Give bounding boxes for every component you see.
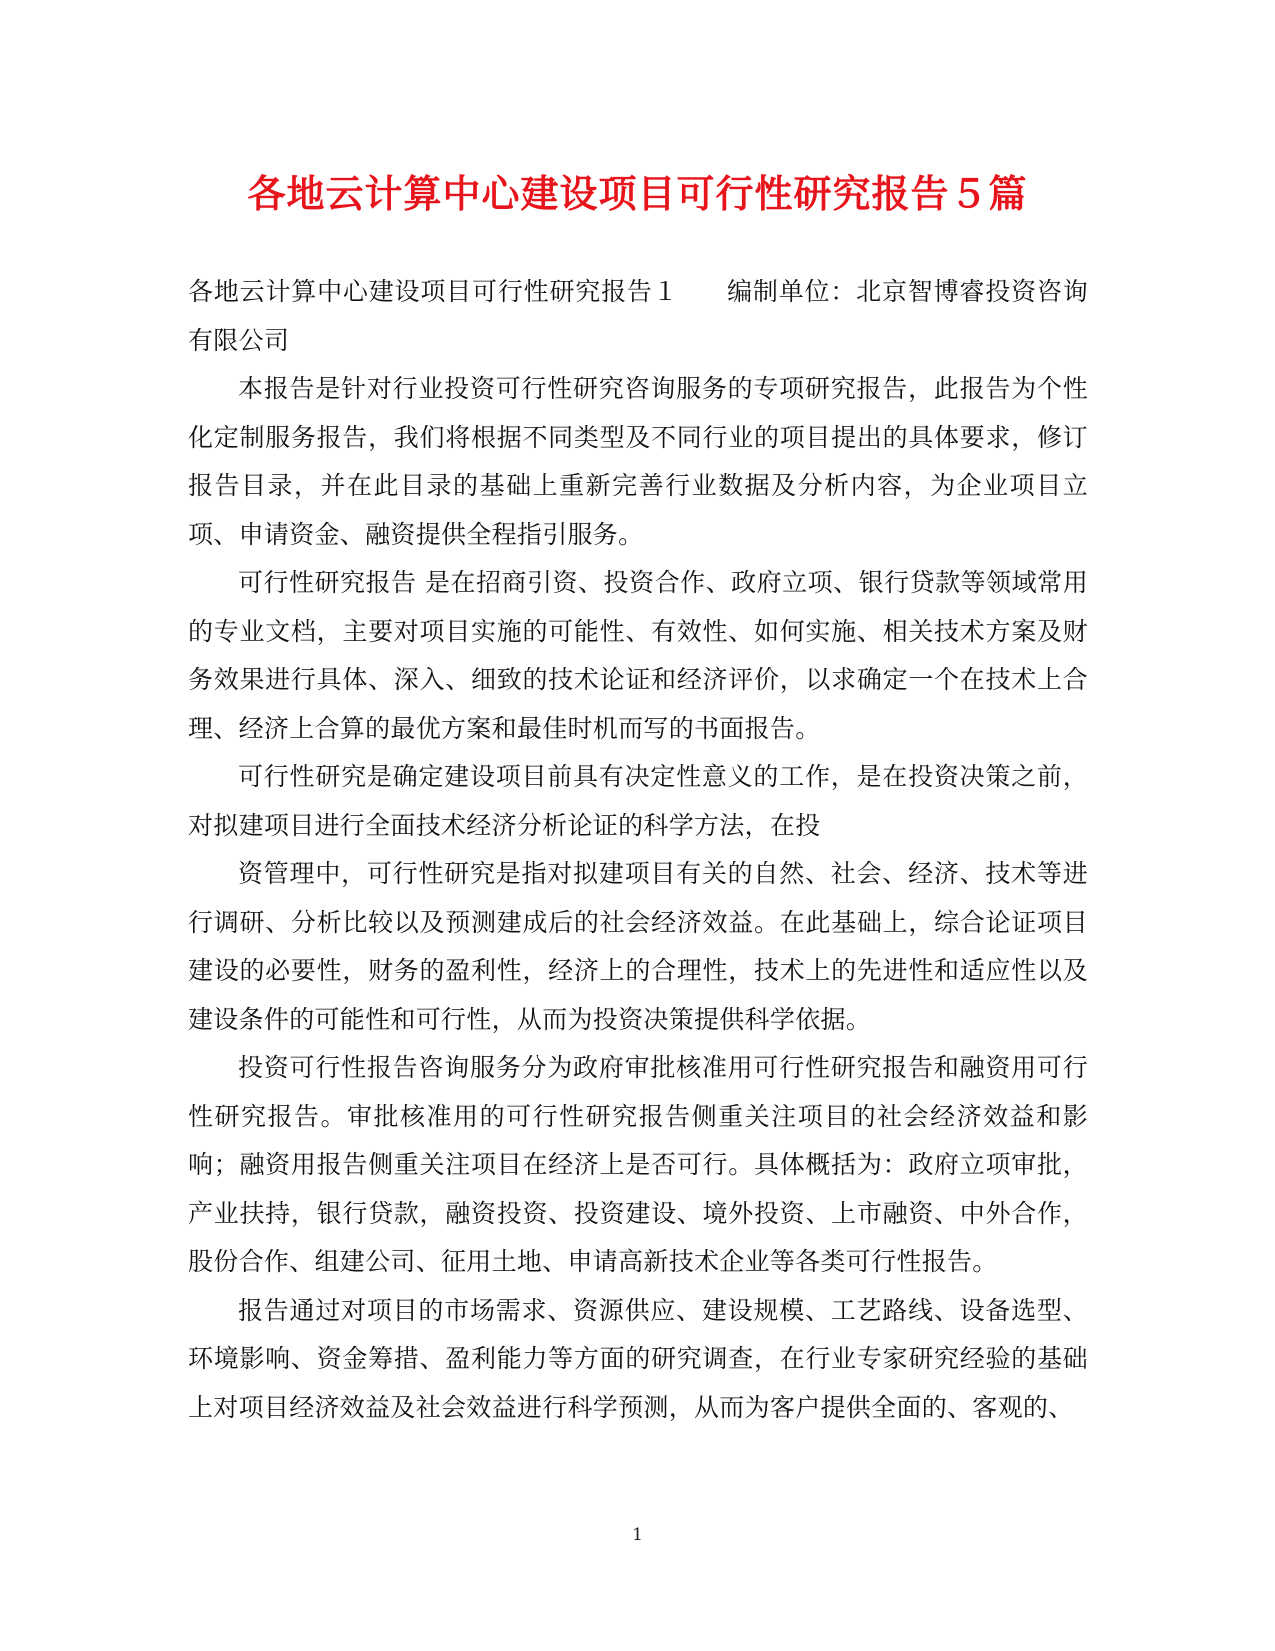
paragraph: 报告通过对项目的市场需求、资源供应、建设规模、工艺路线、设备选型、环境影响、资金筹措、盈利能力等方面的研究调查，在行业专家研究经验的基础上对项目经济效益及社会效益进行科学预测，从而为客户提供全面的、客观的、 xyxy=(188,1295,1088,1422)
heading-paragraph xyxy=(188,268,1088,365)
page-title: 各地云计算中心建设项目可行性研究报告５篇 xyxy=(247,171,1028,216)
compiler-unit: 编制单位：北京智博睿投资咨询有限公司 xyxy=(188,277,1088,355)
paragraph: 可行性研究报告 是在招商引资、投资合作、政府立项、银行贷款等领域常用的专业文档，主要对项目实施的可能性、有效性、如何实施、相关技术方案及财务效果进行具体、深入、细致的技术论证和经济评价，以求确定一个在技术上合理、经济上合算的最优方案和最佳时机而写的书面报告。 xyxy=(188,568,1088,743)
report-name: 各地云计算中心建设项目可行性研究报告１ xyxy=(188,277,679,306)
paragraph: 投资可行性报告咨询服务分为政府审批核准用可行性研究报告和融资用可行性研究报告。审批核准用的可行性研究报告侧重关注项目的社会经济效益和影响；融资用报告侧重关注项目在经济上是否可行。具体概括为：政府立项审批，产业扶持，银行贷款，融资投资、投资建设、境外投资、上市融资、中外合作，股份合作、组建公司、征用土地、申请高新技术企业等各类可行性报告。 xyxy=(188,1053,1088,1276)
paragraph: 可行性研究是确定建设项目前具有决定性意义的工作，是在投资决策之前，对拟建项目进行全面技术经济分析论证的科学方法，在投 xyxy=(188,762,1088,840)
page-number: 1 xyxy=(632,1525,643,1545)
paragraph: 本报告是针对行业投资可行性研究咨询服务的专项研究报告，此报告为个性化定制服务报告，我们将根据不同类型及不同行业的项目提出的具体要求，修订报告目录，并在此目录的基础上重新完善行业数据及分析内容，为企业项目立项、申请资金、融资提供全程指引服务。 xyxy=(188,374,1088,549)
document-body xyxy=(188,268,1088,1432)
paragraph: 资管理中，可行性研究是指对拟建项目有关的自然、社会、经济、技术等进行调研、分析比较以及预测建成后的社会经济效益。在此基础上，综合论证项目建设的必要性，财务的盈利性，经济上的合理性，技术上的先进性和适应性以及建设条件的可能性和可行性，从而为投资决策提供科学依据。 xyxy=(188,859,1088,1034)
